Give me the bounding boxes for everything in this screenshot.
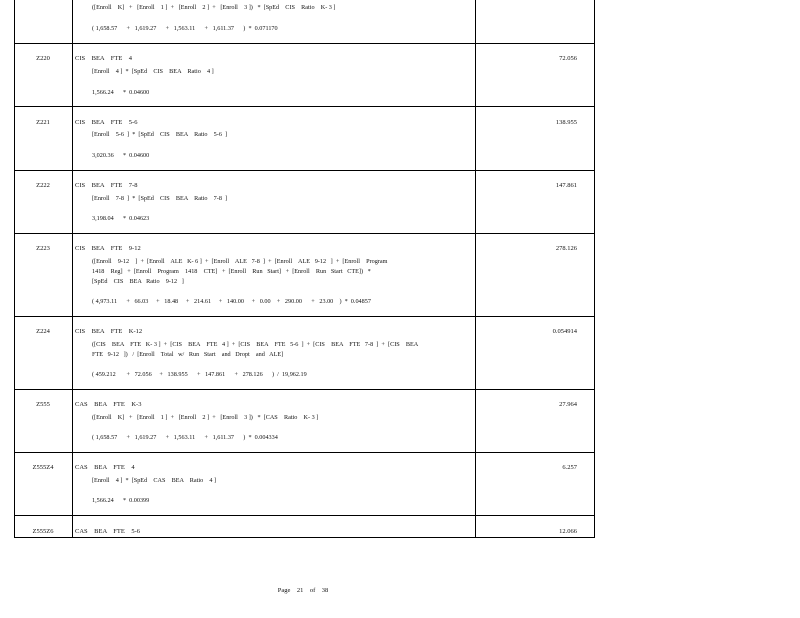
row-title: CIS BEA FTE 4 — [75, 55, 133, 62]
calculation-text: ( 1,658.57 + 1,619.27 + 1,563.11 + 1,611.37 ) * 0.004334 — [92, 434, 278, 441]
row-code: Z555Z6 — [32, 528, 54, 535]
page-number: 21 — [296, 587, 304, 594]
row-code: Z220 — [36, 55, 50, 62]
row-title: CIS BEA FTE K-12 — [75, 328, 143, 335]
calculation-text: 1,566.24 * 0.00399 — [92, 497, 150, 504]
page-label: Page — [277, 587, 291, 594]
row-code: Z223 — [36, 245, 50, 252]
calculation-text: ( 4,973.11 + 66.03 + 18.48 + 214.61 + 140.00 + 0.00 + 290.00 + 23.00 ) * 0.04857 — [92, 298, 371, 305]
row-title: CIS BEA FTE 9-12 — [75, 245, 141, 252]
row-separator — [14, 43, 595, 44]
row-result: 27.964 — [559, 401, 577, 408]
calculation-text: 1,566.24 * 0.04600 — [92, 89, 150, 96]
row-code: Z555 — [36, 401, 50, 408]
total-pages: 38 — [321, 587, 329, 594]
formula-text: ([Enroll K] + [Enroll 1 ] + [Enroll 2 ] + [Enroll 3 ]) * [SpEd CIS Ratio K- 3 ] — [92, 4, 336, 11]
row-code: Z221 — [36, 119, 50, 126]
page-footer — [0, 587, 606, 594]
row-result: 147.861 — [555, 182, 577, 189]
table-border-right — [594, 0, 595, 538]
formula-text: ([Enroll K] + [Enroll 1 ] + [Enroll 2 ] + [Enroll 3 ]) * [CAS Ratio K- 3 ] — [92, 414, 319, 421]
formula-text: ([CIS BEA FTE K- 3 ] + [CIS BEA FTE 4 ] + [CIS BEA FTE 5-6 ] + [CIS BEA FTE 7-8 ] + [CIS BEA FTE 9-12 ]) / [Enroll Total w/ Run Start and Dropt and ALE] — [92, 341, 419, 358]
row-result: 72.056 — [559, 55, 577, 62]
calculation-text: 3,198.04 * 0.04623 — [92, 215, 150, 222]
row-result: 0.054914 — [552, 328, 577, 335]
row-separator — [14, 106, 595, 107]
row-separator — [14, 515, 595, 516]
row-result: 12.066 — [559, 528, 577, 535]
of-label: of — [309, 587, 316, 594]
row-result: 6.257 — [562, 464, 577, 471]
row-code: Z224 — [36, 328, 50, 335]
formula-text: [Enroll 4 ] * [SpEd CAS BEA Ratio 4 ] — [92, 477, 217, 484]
formula-text: ([Enroll 9-12 ] + [Enroll ALE K- 6 ] + [Enroll ALE 7-8 ] + [Enroll ALE 9-12 ] + [Enroll Program 1418 Reg] + [Enroll Program 1418 CTE] + [Enroll Run Start] + [Enroll Run Start CTE]) * [SpEd CIS BEA Ratio 9-12 ] — [92, 258, 388, 285]
row-code: Z555Z4 — [32, 464, 54, 471]
column-divider-code — [72, 0, 73, 538]
row-title: CIS BEA FTE 5-6 — [75, 119, 138, 126]
row-result: 138.955 — [555, 119, 577, 126]
row-result: 278.126 — [555, 245, 577, 252]
row-title: CAS BEA FTE 4 — [75, 464, 135, 471]
row-separator — [14, 170, 595, 171]
row-separator — [14, 316, 595, 317]
row-title: CAS BEA FTE K-3 — [75, 401, 142, 408]
calculation-text: ( 459.212 + 72.056 + 138.955 + 147.861 + 278.126 ) / 19,962.19 — [92, 371, 307, 378]
calculation-text: ( 1,658.57 + 1,619.27 + 1,563.11 + 1,611.37 ) * 0.071170 — [92, 25, 278, 32]
row-code: Z222 — [36, 182, 50, 189]
formula-text: [Enroll 4 ] * [SpEd CIS BEA Ratio 4 ] — [92, 68, 214, 75]
row-title: CAS BEA FTE 5-6 — [75, 528, 141, 535]
table-border-bottom — [14, 537, 595, 538]
calculation-table — [14, 0, 595, 538]
row-title: CIS BEA FTE 7-8 — [75, 182, 138, 189]
formula-text: [Enroll 5-6 ] * [SpEd CIS BEA Ratio 5-6 ] — [92, 131, 228, 138]
row-separator — [14, 389, 595, 390]
calculation-text: 3,020.36 * 0.04600 — [92, 152, 150, 159]
row-separator — [14, 452, 595, 453]
row-separator — [14, 233, 595, 234]
formula-text: [Enroll 7-8 ] * [SpEd CIS BEA Ratio 7-8 ] — [92, 195, 228, 202]
table-border-left — [14, 0, 15, 538]
